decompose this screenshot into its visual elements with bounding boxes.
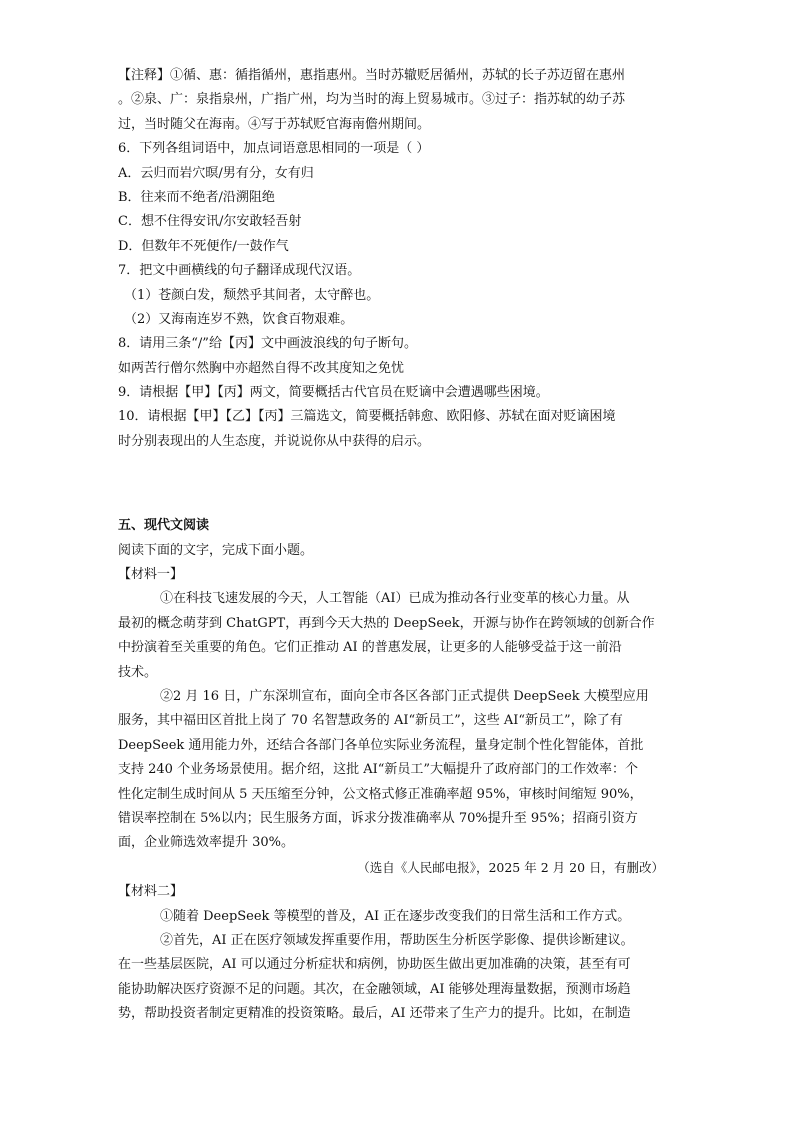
paragraph-line: 技术。: [118, 664, 158, 680]
annotation-line: 过，当时随父在海南。④写于苏轼贬官海南儋州期间。: [118, 116, 431, 132]
source-citation: （选自《人民邮电报》，2025 年 2 月 20 日，有删改）: [357, 859, 664, 875]
question-10-line: 10．请根据【甲】【乙】【丙】三篇选文，简要概括韩愈、欧阳修、苏轼在面对贬谪困境: [118, 409, 616, 425]
question-10-line: 时分别表现出的人生态度，并说说你从中获得的启示。: [118, 433, 431, 449]
question-7-item-2: （2）又海南连岁不熟，饮食百物艰难。: [124, 311, 354, 327]
question-7-stem: 7．把文中画横线的句子翻译成现代汉语。: [118, 263, 361, 279]
material-1-label: 【材料一】: [118, 567, 184, 583]
question-6-stem: 6．下列各组词语中，加点词语意思相同的一项是（ ）: [118, 141, 430, 157]
paragraph-line: ②首先，AI 正在医疗领域发挥重要作用，帮助医生分析医学影像、提供诊断建议。: [160, 932, 634, 948]
question-6-option-c: C．想不住得安讯/尔安敢轻吾射: [118, 214, 302, 230]
paragraph-line: 服务，其中福田区首批上岗了 70 名智慧政务的 AI“新员工”，这些 AI“新员工”，除了有: [118, 713, 623, 729]
section-intro: 阅读下面的文字，完成下面小题。: [118, 542, 314, 558]
paragraph-line: 性化定制生成时间从 5 天压缩至分钟，公文格式修正准确率超 95%，审核时间缩短 90%，: [118, 786, 643, 802]
question-8-text: 如两苦行僧尔然胸中亦超然自得不改其度知之免忧: [118, 360, 405, 376]
section-title: 五、现代文阅读: [118, 518, 210, 534]
question-6-option-d: D．但数年不死便作/一鼓作气: [118, 238, 289, 254]
section-gap: [118, 454, 678, 514]
paragraph-line: ②2 月 16 日，广东深圳宣布，面向全市各区各部门正式提供 DeepSeek 大模型应用: [160, 688, 649, 704]
paragraph-line: 中扮演着至关重要的角色。它们正推动 AI 的普惠发展，让更多的人能够受益于这一前沿: [118, 640, 622, 656]
question-6-option-a: A．云归而岩穴暝/男有分，女有归: [118, 165, 314, 181]
annotation-line: 。②泉、广：泉指泉州，广指广州，均为当时的海上贸易城市。③过子：指苏轼的幼子苏: [118, 92, 626, 108]
paragraph-line: 面，企业筛选效率提升 30%。: [118, 835, 295, 851]
text-column: [118, 64, 678, 1026]
paragraph-line: 在一些基层医院，AI 可以通过分析症状和病例，协助医生做出更加准确的决策，甚至有可: [118, 957, 631, 973]
paragraph-line: ①随着 DeepSeek 等模型的普及，AI 正在逐步改变我们的日常生活和工作方式。: [160, 908, 631, 924]
question-7-item-1: （1）苍颜白发，颓然乎其间者，太守醉也。: [124, 287, 380, 303]
annotation-line: 【注释】①循、惠：循指循州，惠指惠州。当时苏辙贬居循州，苏轼的长子苏迈留在惠州: [118, 68, 626, 83]
paragraph-line: 支持 240 个业务场景使用。据介绍，这批 AI“新员工”大幅提升了政府部门的工作效率：个: [118, 762, 639, 778]
paragraph-line: 最初的概念萌芽到 ChatGPT，再到今天大热的 DeepSeek，开源与协作在跨领域的创新合作: [118, 615, 655, 631]
paragraph-line: 能协助解决医疗资源不足的问题。其次，在金融领域，AI 能够处理海量数据，预测市场趋: [118, 981, 631, 997]
paragraph-line: ①在科技飞速发展的今天，人工智能（AI）已成为推动各行业变革的核心力量。从: [160, 591, 630, 607]
paragraph-line: DeepSeek 通用能力外，还结合各部门各单位实际业务流程，量身定制个性化智能体，首批: [118, 737, 644, 753]
question-6-option-b: B．往来而不绝者/沿溯阻绝: [118, 189, 275, 205]
paragraph-line: 势，帮助投资者制定更精准的投资策略。最后，AI 还带来了生产力的提升。比如，在制造: [118, 1006, 631, 1022]
question-9: 9．请根据【甲】【丙】两文，简要概括古代官员在贬谪中会遭遇哪些困境。: [118, 385, 549, 401]
paragraph-line: 错误率控制在 5%以内；民生服务方面，诉求分拨准确率从 70%提升至 95%；招商引资方: [118, 810, 638, 826]
material-2-label: 【材料二】: [118, 884, 184, 900]
question-8-stem: 8．请用三条“/”给【丙】文中画波浪线的句子断句。: [118, 336, 417, 352]
